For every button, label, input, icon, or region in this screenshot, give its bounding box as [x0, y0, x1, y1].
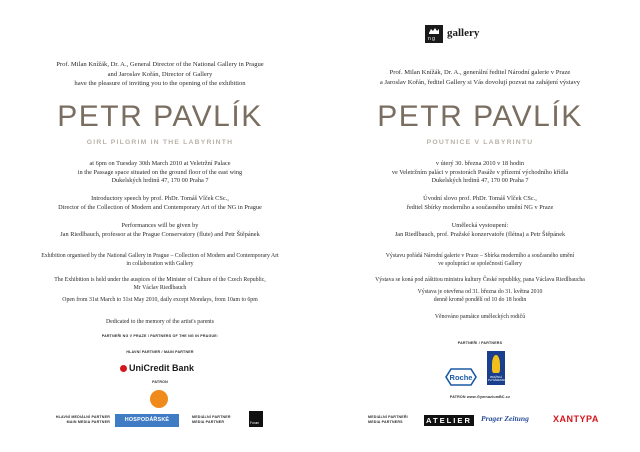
unicredit-icon	[120, 365, 127, 372]
opening-details-cz: v úterý 30. března 2010 v 18 hodin ve Veletržním paláci v prostorách Pasáže v přízemí východního křídla Dukelských hrdinů 47, 170 00 Praha 7	[391, 160, 569, 185]
unicredit-logo: UniCredit Bank	[120, 363, 194, 373]
main-partner-label: HLAVNÍ PARTNER / MAIN PARTNER	[126, 350, 194, 354]
media-partners-label-cz: MEDIÁLNÍ PARTNEŘI MEDIA PARTNERS	[368, 415, 408, 424]
performances-cz: Umělecká vystoupení: Jan Riedlbauch, prof. Pražské konzervatoře (flétna) a Petr Štěpánek	[394, 222, 566, 238]
patron-line-cz: PATRON www.GymnaziumBC.cz	[449, 395, 511, 399]
dedication-cz: Věnováno památce uměleckých rodičů	[434, 314, 526, 320]
patron-label: PATRON	[152, 380, 168, 384]
flame-icon	[492, 355, 500, 373]
auspices: The Exhibition is held under the auspices of the Minister of Culture of the Czech Republic, Mr Václav Riedlbauch	[54, 277, 266, 292]
partners-heading-cz: PARTNEŘI / PARTNERS	[457, 341, 503, 345]
opening-hours: Open from 31st March to 31st May 2010, daily except Mondays, from 10am to 6pm	[62, 297, 258, 303]
hospodarske-noviny-logo: HOSPODÁŘSKÉ NOVINY	[115, 414, 179, 427]
partners-heading: PARTNEŘI NG V PRAZE / PARTNERS OF THE NG IN PRAGUE:	[101, 334, 219, 338]
intro-text: Prof. Milan Knížák, Dr. A., General Director of the National Gallery in Prague and Jaroslav Kořán, Director of Gallery have the pleasure of inviting you to the opening of the exhibition	[56, 61, 264, 88]
opening-details: at 6pm on Tuesday 30th March 2010 at Veletržní Palace in the Passage space situated on the ground floor of the east wing Dukelských hrdinů 47, 170 00 Praha 7	[77, 160, 243, 185]
prazska-plynarenska-logo: PRAŽSKÁ PLYNÁRENSKÁ	[487, 351, 505, 385]
xantypa-logo: XANTYPA	[553, 414, 599, 424]
introductory-speech: Introductory speech by prof. PhDr. Tomáš Vlček CSc., Director of the Collection of Modern and Contemporary Art of the NG in Prague	[58, 195, 262, 211]
exhibition-subtitle: GIRL PILGRIM IN THE LABYRINTH	[86, 139, 234, 146]
intro-text-cz: Prof. Milan Knížák, Dr. A., generální ředitel Národní galerie v Praze a Jaroslav Kořán, ředitel Gallery si Vás dovolují pozvat na zahájení výstavy	[379, 69, 581, 86]
artist-name: PETR PAVLÍK	[57, 100, 263, 133]
artist-name-cz: PETR PAVLÍK	[377, 100, 583, 133]
opening-hours-cz: Výstava je otevřena od 31. března do 31. května 2010 denně kromě pondělí od 10 do 18 hodin	[417, 289, 543, 304]
organised-by-cz: Výstavu pořádá Národní galerie v Praze – Sbírka moderního a současného umění ve spolupráci se společností Gallery	[385, 253, 575, 268]
roche-logo	[445, 368, 477, 386]
main-media-partner-label: HLAVNÍ MEDIÁLNÍ PARTNER MAIN MEDIA PARTNER	[55, 415, 110, 424]
media-partner-label: MEDIÁLNÍ PARTNER MEDIA PARTNER	[192, 415, 231, 424]
prager-zeitung-logo: Prager Zeitung	[481, 414, 529, 423]
svg-text:Roche: Roche	[449, 373, 473, 382]
performances: Performances will be given by Jan Riedlbauch, professor at the Prague Conservatory (flute) and Petr Štěpánek	[60, 222, 260, 238]
atelier-logo: ATELIER	[424, 415, 474, 426]
exhibition-subtitle-cz: POUTNICE V LABYRINTU	[426, 139, 534, 146]
auspices-cz: Výstava se koná pod záštitou ministra kultury České republiky, pana Václava Riedlbaucha	[375, 277, 585, 283]
gallery-wordmark: gallery	[447, 27, 480, 39]
organised-by: Exhibition organised by the National Gallery in Prague – Collection of Modern and Contemporary Art in collaboration with Gallery	[41, 253, 279, 268]
introductory-speech-cz: Úvodní slovo prof. PhDr. Tomáš Vlček CSc., ředitel Sbírky moderního a současného umění NG v Praze	[406, 195, 554, 211]
invitation-czech	[320, 0, 640, 452]
national-gallery-mark: n g	[425, 25, 443, 43]
dedication: Dedicated to the memory of the artist's parents	[105, 319, 215, 325]
forum-logo: Forum	[249, 411, 263, 427]
ceska-sporitelna-logo	[150, 390, 168, 408]
